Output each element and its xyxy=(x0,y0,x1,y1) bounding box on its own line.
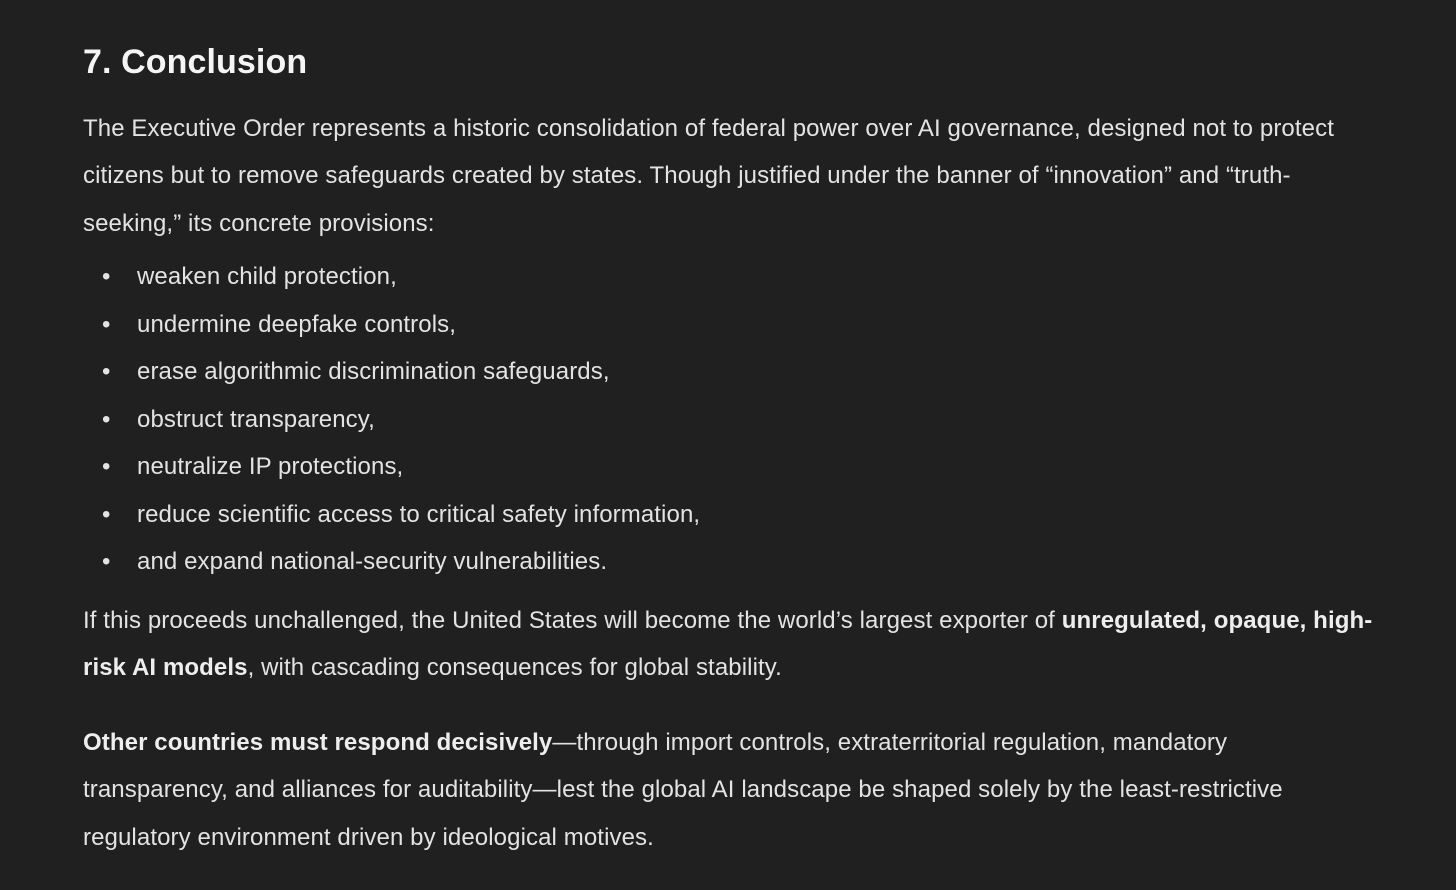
impact-paragraph xyxy=(83,597,1376,692)
list-item: • undermine deepfake controls, xyxy=(83,301,1376,349)
provisions-list xyxy=(83,253,1376,586)
list-item: • reduce scientific access to critical safety information, xyxy=(83,491,1376,539)
list-item: • erase algorithmic discrimination safeguards, xyxy=(83,348,1376,396)
impact-text-post: , with cascading consequences for global stability. xyxy=(247,654,782,682)
list-item: • weaken child protection, xyxy=(83,253,1376,301)
call-to-action-paragraph xyxy=(83,719,1376,862)
cta-text-post: —through import controls, extraterritorial regulation, mandatory transparency, and alliances for auditability—lest the global AI landscape be shaped solely by the least-restrictive regulatory environment driven by ideological motives. xyxy=(83,728,1283,851)
section-heading: 7. Conclusion xyxy=(83,43,308,81)
impact-text-pre: If this proceeds unchallenged, the United States will become the world’s largest exporter of xyxy=(83,606,1062,634)
list-item: • obstruct transparency, xyxy=(83,396,1376,444)
list-item: • neutralize IP protections, xyxy=(83,443,1376,491)
intro-paragraph: The Executive Order represents a historic consolidation of federal power over AI governance, designed not to protect citizens but to remove safeguards created by states. Though justified under the banner of “innovation” and “truth-seeking,” its concrete provisions: xyxy=(83,114,1334,237)
list-item: • and expand national-security vulnerabilities. xyxy=(83,538,1376,586)
impact-text-bold: unregulated, opaque, high-risk AI models xyxy=(83,606,1373,682)
cta-text-bold: Other countries must respond decisively xyxy=(83,728,553,756)
